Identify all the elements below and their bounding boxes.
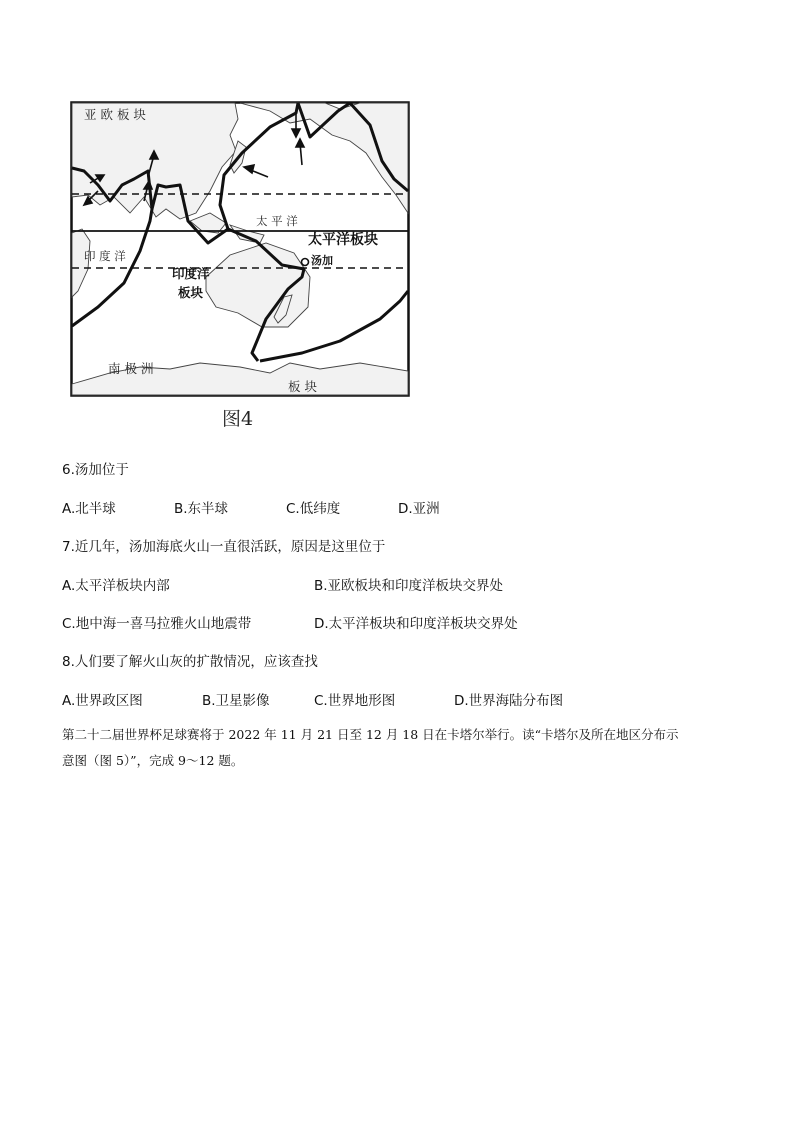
question-7-stem: 7.近几年，汤加海底火山一直很活跃，原因是这里位于 (62, 539, 386, 555)
label-indian-plate-1: 印度洋 (172, 266, 210, 281)
label-indian-ocean: 印 度 洋 (84, 249, 126, 263)
passage (62, 722, 742, 774)
label-indian-plate-2: 板块 (178, 285, 204, 300)
label-pacific-ocean: 太 平 洋 (256, 214, 298, 228)
plate-map-figure (70, 101, 410, 397)
question-6-option-d[interactable]: D.亚洲 (398, 501, 440, 517)
label-antarctica-plate: 板 块 (288, 379, 317, 394)
question-8-option-a[interactable]: A.世界政区图 (62, 693, 143, 709)
label-eurasia-plate: 亚 欧 板 块 (84, 107, 146, 122)
question-6-option-a[interactable]: A.北半球 (62, 501, 116, 517)
label-pacific-plate: 太平洋板块 (308, 232, 378, 248)
passage-line-1: 第二十二届世界杯足球赛将于 2022 年 11 月 21 日至 12 月 18 日在卡塔尔举行。读“卡塔尔及所在地区分布示 (62, 727, 679, 742)
question-6-option-b[interactable]: B.东半球 (174, 501, 229, 517)
question-7-option-c[interactable]: C.地中海一喜马拉雅火山地震带 (62, 616, 252, 632)
question-6-option-c[interactable]: C.低纬度 (286, 501, 341, 517)
passage-line-2: 意图（图 5）”，完成 9～12 题。 (62, 753, 244, 768)
plate-map (70, 101, 410, 397)
question-8-option-c[interactable]: C.世界地形图 (314, 693, 396, 709)
label-antarctica: 南 极 洲 (108, 361, 154, 376)
question-8-option-b[interactable]: B.卫星影像 (202, 693, 270, 709)
question-8-stem: 8.人们要了解火山灰的扩散情况，应该查找 (62, 654, 318, 670)
question-8-option-d[interactable]: D.世界海陆分布图 (454, 693, 564, 709)
question-7-option-a[interactable]: A.太平洋板块内部 (62, 578, 170, 594)
question-7-option-d[interactable]: D.太平洋板块和印度洋板块交界处 (314, 616, 518, 632)
question-7-option-b[interactable]: B.亚欧板块和印度洋板块交界处 (314, 578, 504, 594)
label-tonga: 汤加 (311, 254, 333, 267)
question-6-stem: 6.汤加位于 (62, 462, 129, 478)
tonga-marker (302, 259, 309, 266)
figure-caption: 图4 (222, 408, 254, 430)
